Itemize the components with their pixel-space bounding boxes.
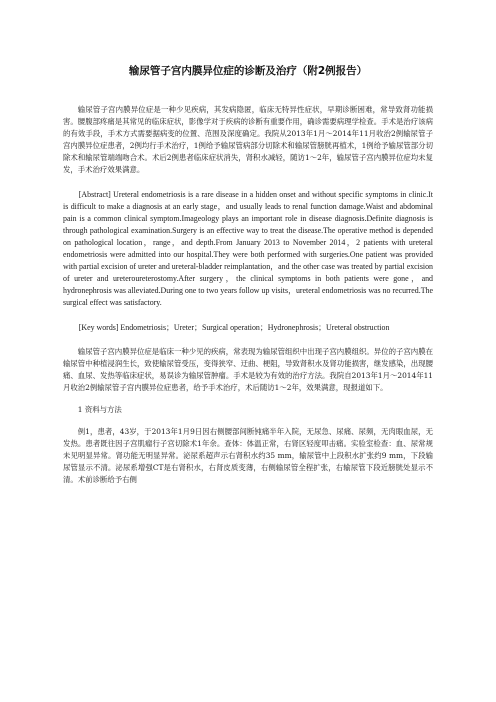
introduction-paragraph: 输尿管子宫内膜异位症是临床一种少见的疾病，常表现为输尿管组织中出现子宫内膜组织。异位的子宫内膜在输尿管中种植浸润生长，致使输尿管受压，变得狭窄、迂曲、梗阻，导致肾积水及肾功能损害，继发感染，出现腰痛、血尿、发热等临床症状，易误诊为输尿管肿瘤。手术是较为有效的治疗方法。我院自2013年1月～2014年11月收治2例输尿管子宫内膜异位症患者，给予手术治疗，术后随访1～2年，效果满意，现报道如下。 xyxy=(63,346,433,392)
english-abstract: [Abstract] Ureteral endometriosis is a rare disease in a hidden onset and without specific symptoms in clinic.It is difficult to make a diagnosis at an early stage，and usually leads to renal function damage.Waist and abdominal pain is a common clinical symptom.Imageology plays an important role in disease diagnosis.Definite diagnosis is through pathological examination.Surgery is an effective way to treat the disease.The operative method is depended on pathological location，range，and depth.From January 2013 to November 2014，2 patients with ureteral endometriosis were admitted into our hospital.They were both performed with surgeries.One patient was provided with partial excision of ureter and ureteral-bladder reimplantation，and the other case was treated by partial excision of ureter and ureteroureterostomy.After surgery，the clinical symptoms in both patients were gone，and hydronephrosis was alleviated.During one to two years follow up visits，ureteral endometriosis was no recurred.The surgical effect was satisfactory. xyxy=(63,189,433,308)
chinese-abstract: 输尿管子宫内膜异位症是一种少见疾病，其发病隐匿，临床无特异性症状，早期诊断困难，常导致肾功能损害。腰腹部疼痛是其常见的临床症状，影像学对于疾病的诊断有重要作用，确诊需要病理学检查。手术是治疗该病的有效手段，手术方式需要据病变的位置、范围及深度确定。我院从2013年1月～2014年11月收治2例输尿管子宫内膜异位症患者，2例均行手术治疗，1例给予输尿管病部分切除术和输尿管膀胱再植术，1例给予输尿管部分切除术和输尿管端端吻合术。术后2例患者临床症状消失，肾积水减轻，随访1～2年，输尿管子宫内膜异位症均未复发，手术治疗效果满意。 xyxy=(63,105,433,175)
section-heading: 1 资料与方法 xyxy=(77,404,122,414)
case-1-paragraph: 例1，患者，43岁，于2013年1月9日因右侧腰部间断钝痛半年入院，无尿急、尿痛、尿频，无肉眼血尿，无发热。患者既往因子宫肌瘤行子宫切除术1年余。查体：体温正常，右肾区轻度叩击痛。实验室检查：血、尿常规未见明显异常。肾功能无明显异常。泌尿系超声示右肾积水约35 mm，输尿管中上段积水扩张约9 mm，下段输尿管显示不清。泌尿系增强CT是右肾积水，右肾皮质变薄，右侧输尿管全程扩张，右输尿管下段近膀胱处显示不清。术前诊断给予右侧 xyxy=(63,427,433,485)
document-title: 输尿管子宫内膜异位症的诊断及治疗（附2例报告） xyxy=(128,65,368,77)
english-keywords: [Key words] Endometriosis；Ureter；Surgical operation；Hydronephrosis；Ureteral obstruction xyxy=(78,322,390,332)
